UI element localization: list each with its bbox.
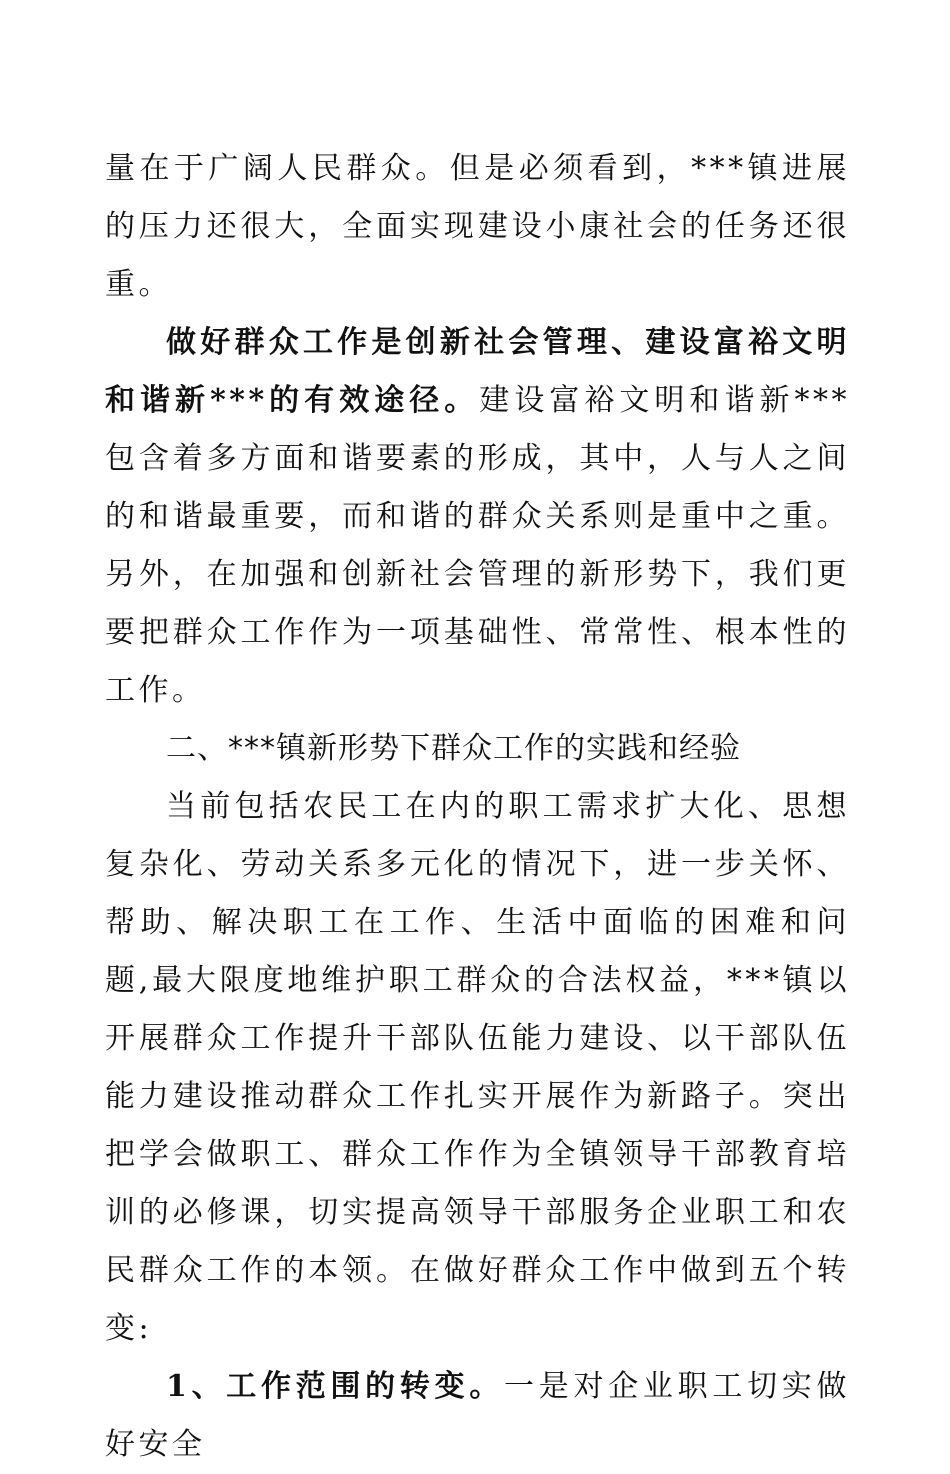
paragraph-harmonious-society [105,314,850,720]
paragraph-text: 量在于广阔人民群众。但是必须看到，***镇进展的压力还很大，全面实现建设小康社会的任务还很重。 [105,151,850,302]
paragraph-lead-bold: 1、工作范围的转变。 [166,1369,505,1404]
section-heading-text: 二、***镇新形势下群众工作的实践和经验 [166,731,741,766]
document-body [105,140,850,1474]
paragraph-practice [105,778,850,1358]
paragraph-lead-bold: 做好群众工作是创新社会管理、建设富裕文明和谐新***的有效途径。 [105,325,850,418]
paragraph-text: 建设富裕文明和谐新***包含着多方面和谐要素的形成，其中，人与人之间的和谐最重要，而和谐的群众关系则是重中之重。另外，在加强和创新社会管理的新形势下，我们更要把群众工作作为一项基础性、常常性、根本性的工作。 [105,383,850,708]
paragraph-text: 一是对企业职工切实做好安全 [105,1369,851,1462]
paragraph-continuation [105,140,850,314]
paragraph-work-scope [105,1358,850,1474]
paragraph-text: 当前包括农民工在内的职工需求扩大化、思想复杂化、劳动关系多元化的情况下，进一步关怀、帮助、解决职工在工作、生活中面临的困难和问题,最大限度地维护职工群众的合法权益，***镇以开展群众工作提升干部队伍能力建设、以干部队伍能力建设推动群众工作扎实开展作为新路子。突出把学会做职工、群众工作作为全镇领导干部教育培训的必修课，切实提高领导干部服务企业职工和农民群众工作的本领。在做好群众工作中做到五个转变: [105,789,850,1346]
section-heading [105,720,850,778]
